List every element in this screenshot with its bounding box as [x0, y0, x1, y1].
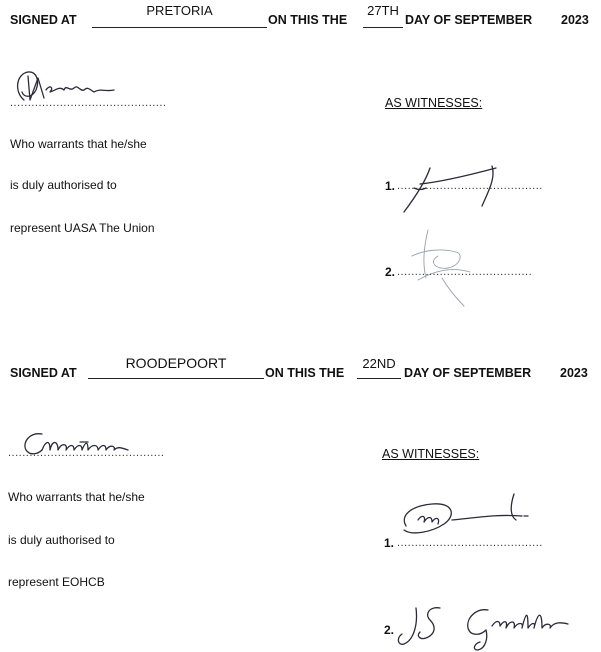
year-label-2: 2023 [560, 366, 588, 380]
on-this-the-label: ON THIS THE [268, 13, 348, 27]
warrants-text-line2: is duly authorised to [10, 178, 117, 192]
signed-at-label-2: SIGNED AT [10, 366, 77, 380]
witness1-number: 1. [385, 179, 396, 193]
signed-at-label: SIGNED AT [10, 13, 77, 27]
day-field-2[interactable]: 22ND [362, 356, 396, 371]
as-witnesses-label: AS WITNESSES: [385, 96, 483, 110]
warrants-text-line1-2: Who warrants that he/she [8, 490, 145, 504]
witness2-dots: ...................................... [397, 266, 533, 278]
place-underline-2 [88, 378, 264, 379]
warrants-text-line2-2: is duly authorised to [8, 533, 115, 547]
signatory-dots: ............................................ [10, 97, 167, 109]
place-underline [92, 27, 267, 28]
witness2-signature-2 [396, 600, 586, 650]
warrants-text-line3-2: represent EOHCB [8, 575, 105, 589]
day-of-month-label-2: DAY OF SEPTEMBER [404, 366, 532, 380]
witness1-number-2: 1. [384, 536, 395, 550]
on-this-the-label-2: ON THIS THE [265, 366, 345, 380]
day-of-month-label: DAY OF SEPTEMBER [405, 13, 533, 27]
day-field[interactable]: 27TH [367, 3, 399, 18]
witness1-dots-2: ......................................... [397, 537, 543, 549]
year-label: 2023 [561, 13, 589, 27]
day-underline-2 [357, 378, 401, 379]
warrants-text-line3: represent UASA The Union [10, 221, 155, 235]
as-witnesses-label-2: AS WITNESSES: [382, 447, 480, 461]
warrants-text-line1: Who warrants that he/she [10, 137, 147, 151]
day-underline [363, 27, 403, 28]
witness1-dots: ......................................... [397, 180, 543, 192]
witness2-number: 2. [385, 265, 396, 279]
place-field[interactable]: PRETORIA [146, 3, 213, 18]
witness2-number-2: 2. [384, 623, 395, 637]
place-field-2[interactable]: ROODEPOORT [125, 355, 227, 371]
signatory-dots-2: ............................................ [8, 447, 165, 459]
